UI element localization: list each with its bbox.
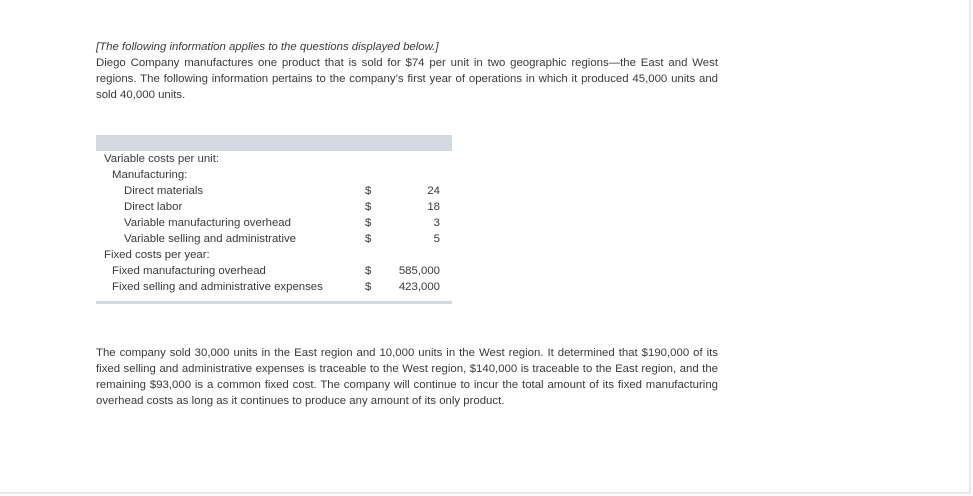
- direct-labor-value: 18: [427, 201, 440, 213]
- variable-costs-header-row: [96, 151, 452, 167]
- variable-selling-admin-currency: $: [365, 233, 372, 245]
- fixed-mfg-overhead-value: 585,000: [398, 265, 440, 277]
- variable-mfg-overhead-currency: $: [365, 217, 372, 229]
- direct-labor-row: [96, 199, 452, 215]
- fixed-costs-header-row: [96, 247, 452, 263]
- direct-materials-label: Direct materials: [124, 185, 204, 197]
- table-bottom-rule: [96, 301, 452, 304]
- manufacturing-header: Manufacturing:: [112, 169, 188, 181]
- intro-note: [The following information applies to the questions displayed below.]: [96, 41, 439, 53]
- direct-materials-row: [96, 183, 452, 199]
- direct-labor-currency: $: [365, 201, 372, 213]
- variable-selling-admin-value: 5: [433, 233, 440, 245]
- fixed-mfg-overhead-currency: $: [365, 265, 372, 277]
- outro-paragraph: The company sold 30,000 units in the East region and 10,000 units in the West region. It determined that $190,000 of its fixed selling and administrative expenses is traceable to the West region, $140,000 is traceable to the East region, and the remaining $93,000 is a common fixed cost. The company will continue to incur the total amount of its fixed manufacturing overhead costs as long as it continues to produce any amount of its only product.: [96, 347, 718, 407]
- fixed-mfg-overhead-row: [96, 263, 452, 279]
- variable-mfg-overhead-value: 3: [433, 217, 440, 229]
- variable-selling-admin-label: Variable selling and administrative: [124, 233, 297, 245]
- variable-costs-header: Variable costs per unit:: [104, 153, 220, 165]
- fixed-selling-admin-label: Fixed selling and administrative expenses: [112, 281, 323, 293]
- fixed-selling-admin-row: [96, 279, 452, 295]
- cost-table: [96, 135, 452, 304]
- fixed-selling-admin-currency: $: [365, 281, 372, 293]
- direct-materials-value: 24: [427, 185, 440, 197]
- fixed-costs-header: Fixed costs per year:: [104, 249, 210, 261]
- fixed-selling-admin-value: 423,000: [398, 281, 440, 293]
- variable-mfg-overhead-label: Variable manufacturing overhead: [124, 217, 291, 229]
- table-header-bar: [96, 135, 452, 151]
- variable-mfg-overhead-row: [96, 215, 452, 231]
- fixed-mfg-overhead-label: Fixed manufacturing overhead: [112, 265, 266, 277]
- variable-selling-admin-row: [96, 231, 452, 247]
- manufacturing-header-row: [96, 167, 452, 183]
- direct-materials-currency: $: [365, 185, 372, 197]
- cost-table-rows: [96, 151, 452, 295]
- intro-paragraph: Diego Company manufactures one product that is sold for $74 per unit in two geographic regions—the East and West regions. The following information pertains to the company’s first year of operations in which it produced 45,000 units and sold 40,000 units.: [96, 57, 718, 101]
- direct-labor-label: Direct labor: [124, 201, 183, 213]
